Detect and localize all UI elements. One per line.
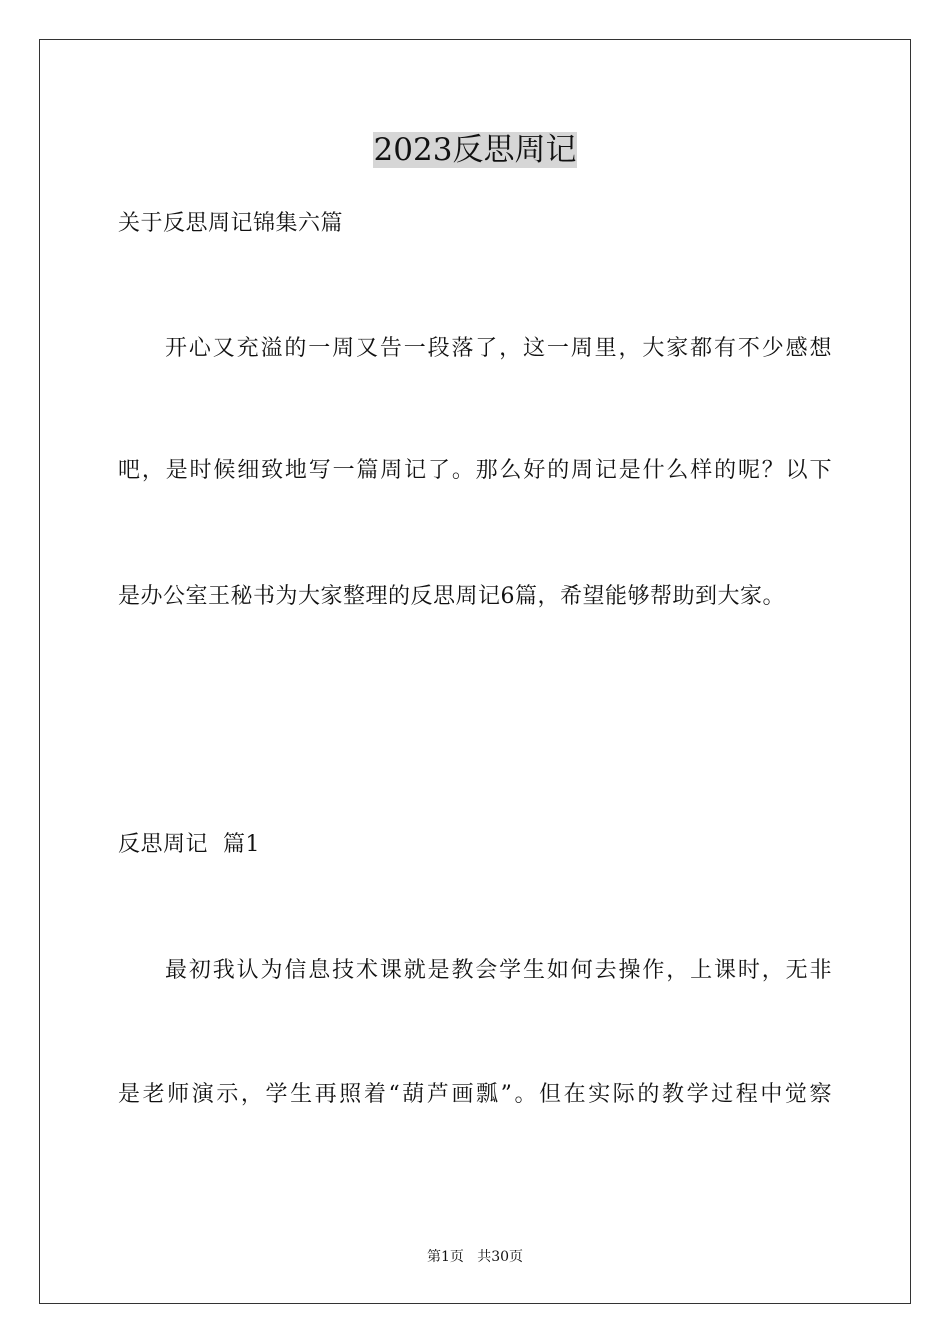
page-footer: 第1页 共30页 bbox=[426, 1249, 524, 1265]
section-line-1: 最初我认为信息技术课就是教会学生如何去操作，上课时，无非 bbox=[165, 958, 832, 983]
document-title bbox=[0, 128, 950, 172]
document-subtitle: 关于反思周记锦集六篇 bbox=[118, 211, 344, 236]
section-line-2: 是老师演示，学生再照着“葫芦画瓢”。但在实际的教学过程中觉察 bbox=[118, 1082, 832, 1107]
section-heading: 反思周记 篇1 bbox=[118, 832, 260, 857]
document-title-text: 2023反思周记 bbox=[373, 132, 577, 168]
intro-line-2: 吧，是时候细致地写一篇周记了。那么好的周记是什么样的呢？以下 bbox=[118, 458, 832, 483]
intro-line-3: 是办公室王秘书为大家整理的反思周记6篇，希望能够帮助到大家。 bbox=[118, 584, 785, 609]
intro-line-1: 开心又充溢的一周又告一段落了，这一周里，大家都有不少感想 bbox=[165, 336, 832, 361]
